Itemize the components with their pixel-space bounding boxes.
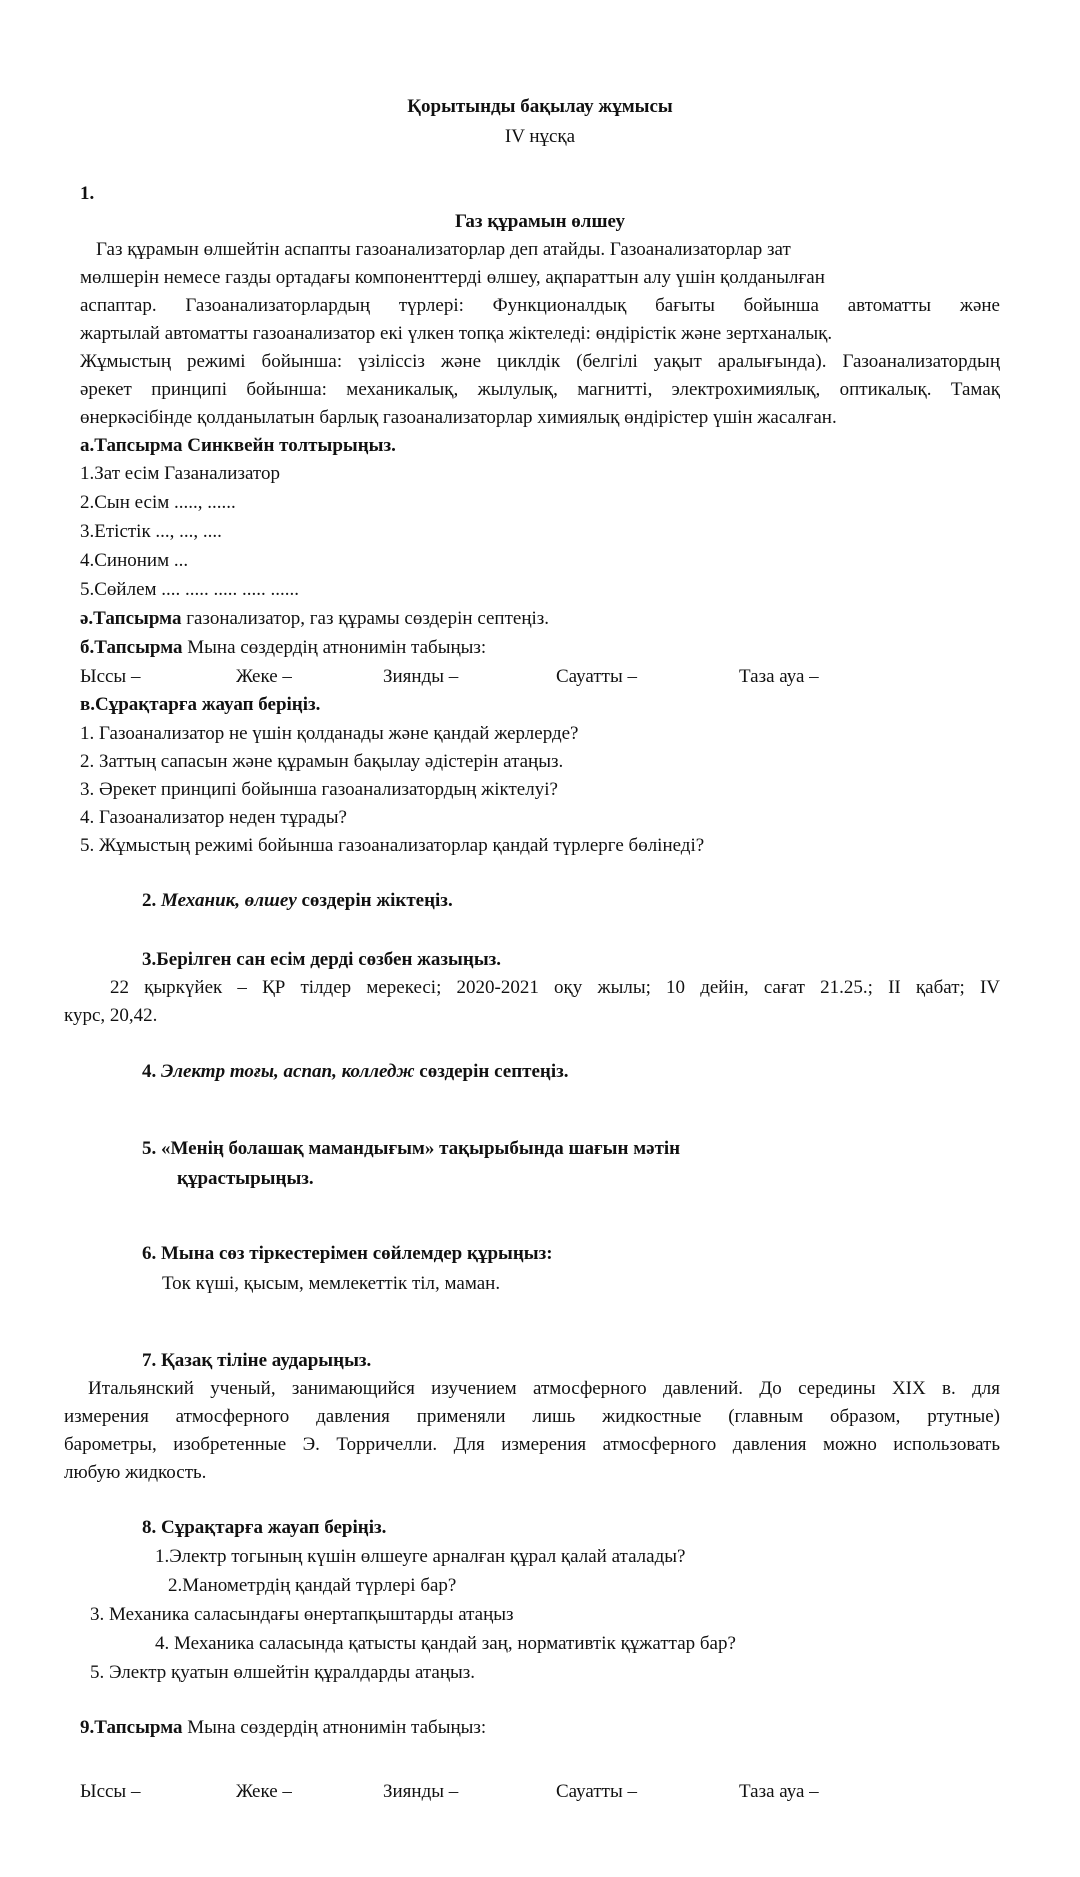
paragraph-line: жартылай автоматты газоанализатор екі үлкен топқа жіктеледі: өндірістік және зертханалық.	[80, 323, 833, 344]
paragraph-line: Газ құрамын өлшейтін аспапты газоанализаторлар деп атайды. Газоанализаторлар зат	[96, 239, 791, 260]
paragraph-line: өнеркәсібінде қолданылатын барлық газоанализаторлар химиялық өндірістер үшін жасалған.	[80, 407, 837, 428]
task-2-instruction: сөздерін жіктеңіз.	[296, 890, 453, 911]
task-a-heading: а.Тапсырма Синквейн толтырыңыз.	[80, 435, 396, 456]
antonym-words-row	[0, 1778, 1080, 1806]
paragraph-line: аспаптар. Газоанализаторлардың түрлері: Функционалдық бағыты бойынша автоматты және	[80, 295, 1000, 316]
task-b	[80, 634, 486, 662]
paragraph-line: мөлшерін немесе газды ортадағы компоненттерді өлшеу, ақпараттын алу үшін қолданылған	[80, 267, 825, 288]
task-9-text: Мына сөздердің атнонимін табыңыз:	[182, 1717, 487, 1738]
antonym-word: Таза ауа –	[739, 666, 819, 687]
question-item: 2. Заттың сапасын және құрамын бақылау әдістерін атаңыз.	[80, 751, 564, 772]
antonym-word: Сауатты –	[556, 666, 637, 687]
task-6-heading: 6. Мына сөз тіркестерімен сөйлемдер құрыңыз:	[142, 1243, 553, 1264]
task-3-line: 22 қыркүйек – ҚР тілдер мерекесі; 2020-2021 оқу жылы; 10 дейін, сағат 21.25.; II қабат; IV	[110, 977, 1000, 998]
question-item: 2.Манометрдің қандай түрлері бар?	[168, 1575, 457, 1596]
task-2-number: 2.	[142, 890, 157, 911]
task-7-line: любую жидкость.	[64, 1462, 207, 1483]
antonym-word: Сауатты –	[556, 1781, 637, 1802]
question-item: 1.Электр тогының күшін өлшеуге арналған құрал қалай аталады?	[155, 1546, 686, 1567]
antonym-word: Зиянды –	[383, 1781, 459, 1802]
cinquain-line: 2.Сын есім ....., ......	[80, 492, 236, 513]
question-item: 4. Механика саласында қатысты қандай заң, нормативтік құжаттар бар?	[155, 1633, 736, 1654]
paragraph-line: әрекет принципі бойынша: механикалық, жылулық, магнитті, электрохимиялық, оптикалық. Тамақ	[80, 379, 1000, 400]
antonym-word: Ыссы –	[80, 666, 141, 687]
paragraph-line: Жұмыстың режимі бойынша: үзіліссіз және циклдік (белгілі уақыт аралығында). Газоанализатордың	[80, 351, 1000, 372]
task-3-line: курс, 20,42.	[64, 1005, 158, 1026]
task-2	[142, 887, 453, 915]
variant-label: IV нұсқа	[504, 126, 576, 147]
cinquain-line: 1.Зат есім Газанализатор	[80, 463, 280, 484]
task-3-heading: 3.Берілген сан есім дерді сөзбен жазыңыз.	[142, 949, 502, 970]
antonym-word: Зиянды –	[383, 666, 459, 687]
antonym-word: Ыссы –	[80, 1781, 141, 1802]
document-title: Қорытынды бақылау жұмысы	[407, 96, 673, 117]
task-5-line: 5. «Менің болашақ мамандығым» тақырыбында шағын мәтін	[142, 1138, 681, 1159]
task-7-line: измерения атмосферного давления применяли лишь жидкостные (главным образом, ртутные)	[64, 1406, 1000, 1427]
text-title: Газ құрамын өлшеу	[455, 211, 625, 232]
task-ae-text: газонализатор, газ құрамы сөздерін септеңіз.	[181, 608, 550, 629]
task-7-line: Итальянский ученый, занимающийся изучением атмосферного давлений. До середины XIX в. для	[88, 1378, 1000, 1399]
task-b-label: б.Тапсырма	[80, 637, 183, 658]
question-item: 3. Әрекет принципі бойынша газоанализатордың жіктелуі?	[80, 779, 558, 800]
question-item: 5. Электр қуатын өлшейтін құралдарды атаңыз.	[90, 1662, 476, 1683]
task-4	[142, 1058, 569, 1086]
task-ae-label: ә.Тапсырма	[80, 608, 182, 629]
task-ae	[80, 605, 549, 633]
cinquain-line: 4.Синоним ...	[80, 550, 189, 571]
question-item: 3. Механика саласындағы өнертапқыштарды атаңыз	[90, 1604, 514, 1625]
task-9	[80, 1714, 486, 1742]
question-item: 1. Газоанализатор не үшін қолданады және қандай жерлерде?	[80, 723, 579, 744]
antonym-words-row	[0, 663, 1080, 691]
task-2-words: Механик, өлшеу	[161, 890, 297, 911]
task-5-line: құрастырыңыз.	[177, 1168, 314, 1189]
antonym-word: Жеке –	[236, 1781, 292, 1802]
task-4-instruction: сөздерін септеңіз.	[414, 1061, 569, 1082]
task-4-words: Электр тоғы, аспап, колледж	[161, 1061, 415, 1082]
task-7-line: барометры, изобретенные Э. Торричелли. Для измерения атмосферного давления можно использовать	[64, 1434, 1000, 1455]
task-b-text: Мына сөздердің атнонимін табыңыз:	[182, 637, 487, 658]
task-4-number: 4.	[142, 1061, 157, 1082]
question-item: 4. Газоанализатор неден тұрады?	[80, 807, 347, 828]
task-7-heading: 7. Қазақ тіліне аударыңыз.	[142, 1350, 372, 1371]
task-9-label: 9.Тапсырма	[80, 1717, 183, 1738]
cinquain-line: 3.Етістік ..., ..., ....	[80, 521, 222, 542]
antonym-word: Таза ауа –	[739, 1781, 819, 1802]
task-6-text: Ток күші, қысым, мемлекеттік тіл, маман.	[162, 1273, 501, 1294]
antonym-word: Жеке –	[236, 666, 292, 687]
task-8-heading: 8. Сұрақтарға жауап беріңіз.	[142, 1517, 387, 1538]
task-1-number: 1.	[80, 183, 95, 204]
cinquain-line: 5.Сөйлем .... ..... ..... ..... ......	[80, 579, 300, 600]
question-item: 5. Жұмыстың режимі бойынша газоанализаторлар қандай түрлерге бөлінеді?	[80, 835, 705, 856]
task-v-heading: в.Сұрақтарға жауап беріңіз.	[80, 694, 321, 715]
